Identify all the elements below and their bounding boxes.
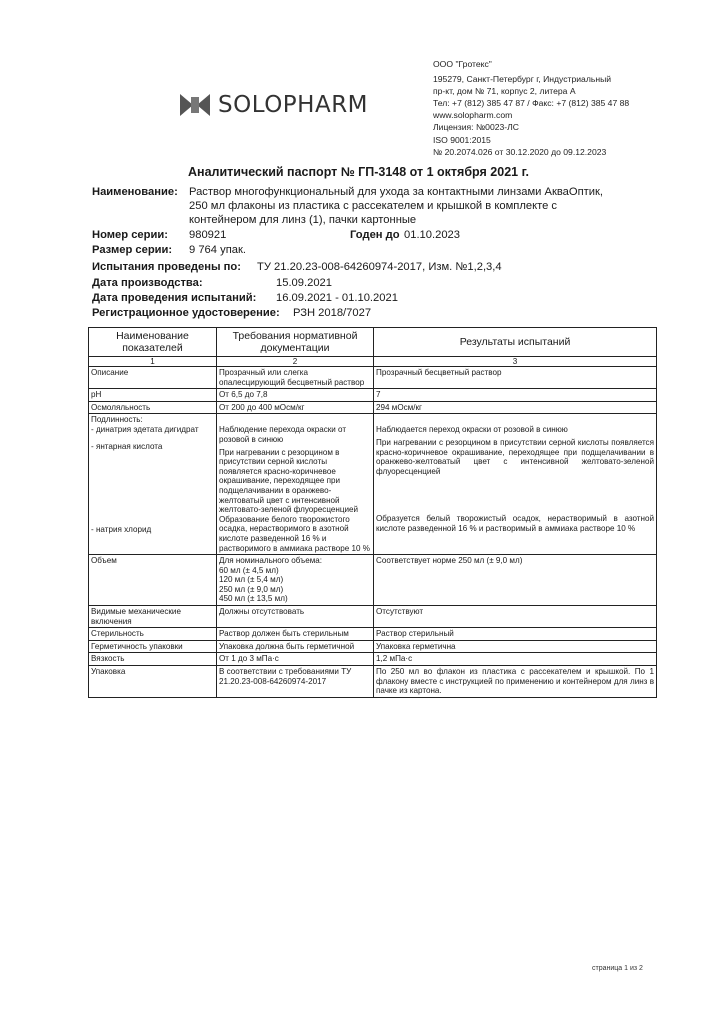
column-number-row [89, 357, 657, 367]
page-number: страница 1 из 2 [592, 965, 643, 972]
company-line: Тел: +7 (812) 385 47 87 / Факс: +7 (812) 385 47 88 [433, 98, 630, 109]
company-info [433, 58, 629, 158]
company-line: пр-кт, дом № 71, корпус 2, литера А [433, 86, 576, 97]
volume-req-line: 450 мл (± 13,5 мл) [219, 594, 288, 604]
row-requirement: Раствор должен быть стерильным [217, 628, 374, 641]
company-line: Лицензия: №0023-ЛС [433, 122, 520, 133]
registration-label: Регистрационное удостоверение: [92, 307, 280, 319]
brand-name: SOLOPHARM [218, 92, 369, 118]
row-result: Прозрачный бесцветный раствор [374, 367, 657, 389]
company-name: ООО "Гротекс" [433, 59, 492, 69]
volume-req-line: Для номинального объема: [219, 556, 323, 566]
row-name: Стерильность [89, 628, 217, 641]
column-header: Наименование показателей [89, 328, 217, 357]
name-line: Раствор многофункциональный для ухода за контактными линзами АкваОптик, [189, 186, 604, 198]
row-result: 1,2 мПа·с [374, 653, 657, 666]
test-date-label: Дата проведения испытаний: [92, 292, 257, 304]
edta-name: - динатрия эдетата дигидрат [91, 424, 199, 434]
company-line: № 20.2074.026 от 30.12.2020 до 09.12.2023 [433, 146, 607, 157]
row-name: Осмоляльность [89, 401, 217, 414]
row-requirement [217, 414, 374, 555]
column-header: Требования нормативной документации [217, 328, 374, 357]
production-date-value: 15.09.2021 [276, 277, 332, 289]
row-result: Упаковка герметична [374, 640, 657, 653]
volume-req-line: 250 мл (± 9,0 мл) [219, 584, 284, 594]
row-name: pH [89, 389, 217, 402]
nacl-requirement: Образование белого творожистого осадка, нерастворимого в азотной кислоте разведенной 16 % и растворимого в аммиака растворе 10 % [219, 514, 370, 553]
row-requirement [217, 555, 374, 606]
row-result: 294 мОсм/кг [374, 401, 657, 414]
name-line: 250 мл флаконы из пластика с рассекателем и крышкой в комплекте с [189, 200, 558, 212]
table-row [89, 389, 657, 402]
table-row [89, 555, 657, 606]
volume-req-line: 120 мл (± 5,4 мл) [219, 575, 284, 585]
company-line: 195279, Санкт-Петербург г, Индустриальный [433, 74, 612, 85]
amber-acid-result: При нагревании с резорцином в присутствии серной кислоты появляется красно-коричневое окрашивание, переходящее при подщелачивании в оранжево-желтоватый цвет с интенсивной желтовато-зеленой флуоресценцией [376, 437, 654, 476]
table-row [89, 666, 657, 698]
expiry-label: Годен до [350, 229, 400, 241]
nacl-result: Образуется белый творожистый осадок, нерастворимый в азотной кислоте разведенной 16 % и растворимый в аммиака растворе 10 % [376, 514, 654, 533]
row-result: Раствор стерильный [374, 628, 657, 641]
row-requirement: Упаковка должна быть герметичной [217, 640, 374, 653]
registration-value: РЗН 2018/7027 [293, 307, 372, 319]
row-requirement: От 6,5 до 7,8 [217, 389, 374, 402]
row-result: По 250 мл во флакон из пластика с рассекателем и крышкой. По 1 флакону вместе с инструкцией по применению и контейнером для линз в пачке из картона. [374, 666, 657, 698]
company-line: www.solopharm.com [433, 110, 513, 121]
column-number: 1 [89, 357, 217, 367]
table-row [89, 640, 657, 653]
volume-req-line: 60 мл (± 4,5 мл) [219, 565, 279, 575]
expiry-value: 01.10.2023 [404, 229, 460, 241]
tests-label: Испытания проведены по: [92, 261, 241, 273]
row-name: Объем [89, 555, 217, 606]
table-row [89, 367, 657, 389]
row-requirement: Должны отсутствовать [217, 606, 374, 628]
document-title: Аналитический паспорт № ГП-3148 от 1 октября 2021 г. [188, 165, 529, 179]
row-result: Соответствует норме 250 мл (± 9,0 мл) [374, 555, 657, 606]
column-number: 3 [374, 357, 657, 367]
test-results-table [88, 327, 657, 698]
edta-requirement: Наблюдение перехода окраски от розовой в синюю [219, 425, 347, 444]
production-date-label: Дата производства: [92, 277, 203, 289]
table-row [89, 401, 657, 414]
row-name: Видимые механические включения [89, 606, 217, 628]
table-row [89, 606, 657, 628]
column-header: Результаты испытаний [374, 328, 657, 357]
test-date-value: 16.09.2021 - 01.10.2021 [276, 292, 398, 304]
name-label: Наименование: [92, 186, 178, 198]
size-value: 9 764 упак. [189, 244, 246, 256]
row-name: Описание [89, 367, 217, 389]
table-row [89, 653, 657, 666]
row-requirement: В соответствии с требованиями ТУ 21.20.23-008-64260974-2017 [217, 666, 374, 698]
series-value: 980921 [189, 229, 227, 241]
row-requirement: Прозрачный или слегка опалесцирующий бесцветный раствор [217, 367, 374, 389]
series-label: Номер серии: [92, 229, 168, 241]
amber-acid-requirement: При нагревании с резорцином в присутствии серной кислоты появляется красно-коричневое окрашивание, переходящее при подщелачивании в оранжево-желтоватый цвет с интенсивной желтовато-зеленой флуоресценцией [219, 447, 359, 515]
row-name [89, 414, 217, 555]
solopharm-logo [180, 92, 368, 118]
edta-result: Наблюдается переход окраски от розовой в синюю [376, 425, 568, 435]
table-row [89, 414, 657, 555]
column-number: 2 [217, 357, 374, 367]
row-result [374, 414, 657, 555]
row-requirement: От 1 до 3 мПа·с [217, 653, 374, 666]
row-name: Герметичность упаковки [89, 640, 217, 653]
table-header-row [89, 328, 657, 357]
solopharm-logo-icon [180, 94, 210, 116]
row-result: Отсутствуют [374, 606, 657, 628]
name-line: контейнером для линз (1), пачки картонные [189, 214, 417, 226]
row-name: Упаковка [89, 666, 217, 698]
row-name: Вязкость [89, 653, 217, 666]
amber-acid-name: - янтарная кислота [91, 441, 163, 451]
row-requirement: От 200 до 400 мОсм/кг [217, 401, 374, 414]
size-label: Размер серии: [92, 244, 173, 256]
identity-label: Подлинность: [91, 415, 143, 425]
company-line: ISO 9001:2015 [433, 134, 491, 145]
nacl-name: - натрия хлорид [91, 525, 152, 535]
tests-value: ТУ 21.20.23-008-64260974-2017, Изм. №1,2,3,4 [257, 261, 502, 273]
table-row [89, 628, 657, 641]
row-result: 7 [374, 389, 657, 402]
